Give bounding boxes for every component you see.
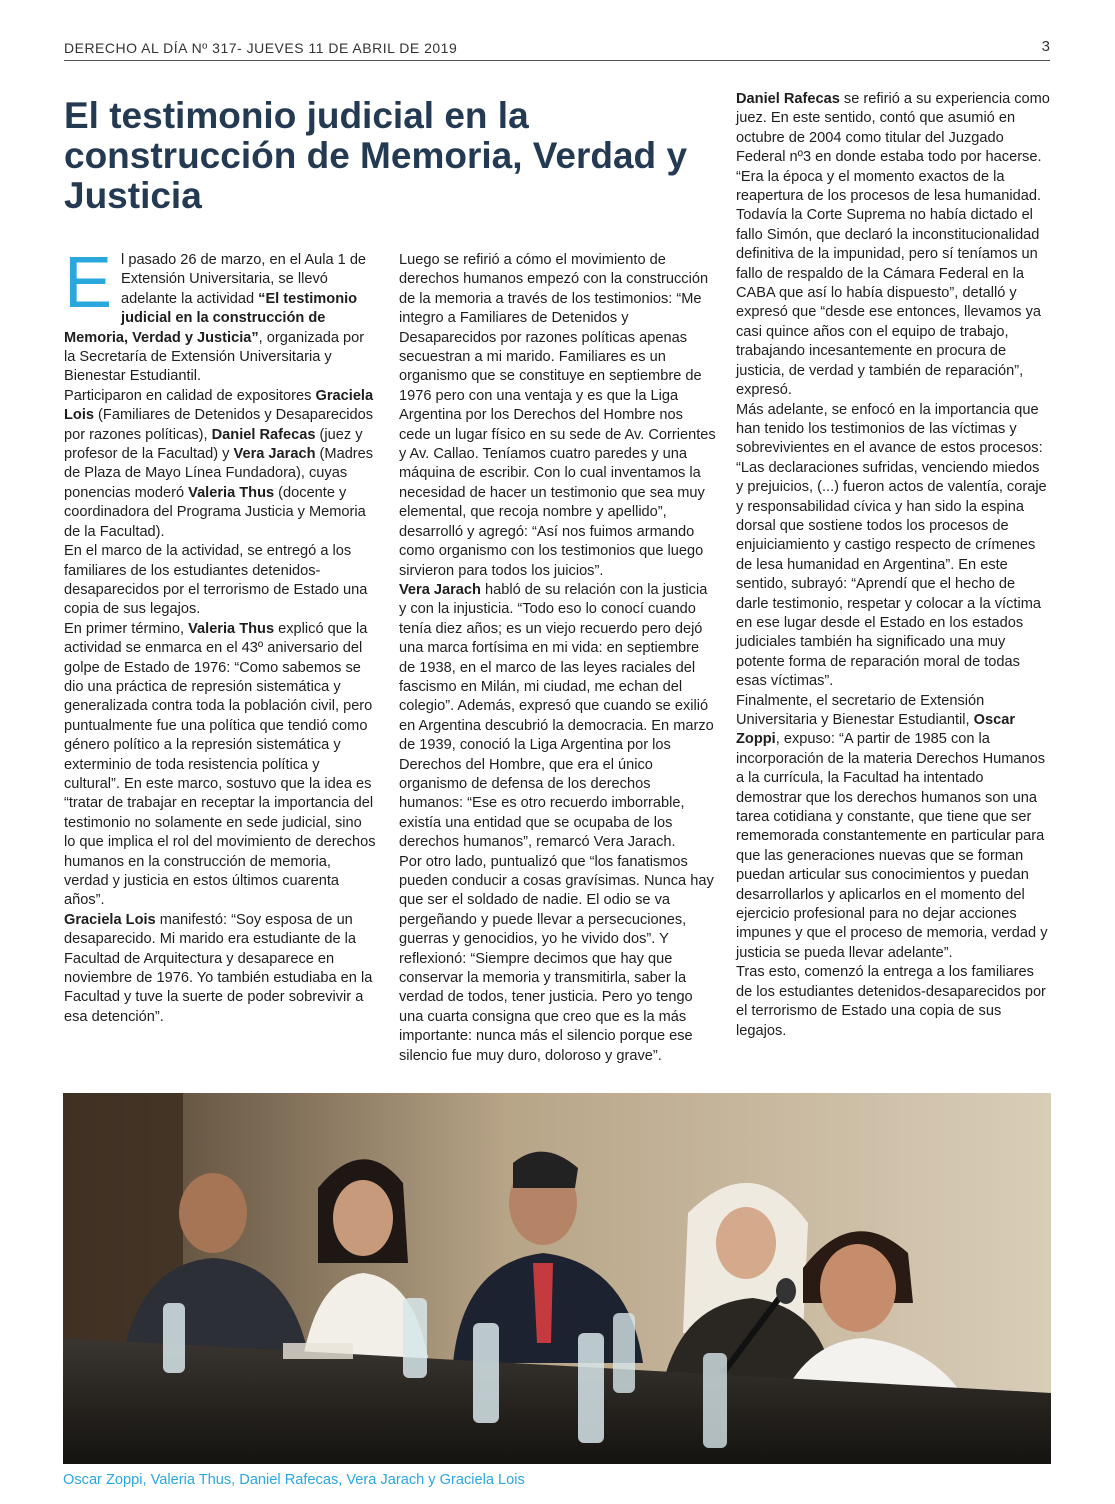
- article-column-3: [736, 90, 1050, 1041]
- drop-cap: E: [64, 243, 113, 323]
- paragraph-closing: Tras esto, comenzó la entrega a los familiares de los estudiantes detenidos-desaparecidos por el terrorismo de Estado una copia de sus legajos.: [736, 964, 1046, 1039]
- event-photo-illustration: [63, 1093, 1051, 1464]
- publication-line: DERECHO AL DÍA Nº 317- JUEVES 11 DE ABRIL DE 2019: [64, 40, 458, 56]
- paragraph-legajos: En el marco de la actividad, se entregó a los familiares de los estudiantes detenidos-desaparecidos por el terrorismo de Estado una copia de sus legajos.: [64, 543, 368, 618]
- paragraph-jarach: Vera Jarach habló de su relación con la justicia y con la injusticia. “Todo eso lo conocí cuando tenía diez años; es un viejo recuerdo pero dejó una marca fortísima en mi vida: en septiembre de 1938, en el marco de las leyes raciales del fascismo en Milán, mi ciudad, me echan del colegio”. Además, expresó que cuando se exilió en Argentina descubrió la democracia. En marzo de 1939, conoció la Liga Argentina por los Derechos del Hombre, que era el único organismo de defensa de los derechos humanos: “Ese es otro recuerdo imborrable, existía una entidad que se ocupaba de los derechos humanos”, remarcó Vera Jarach.: [399, 581, 714, 851]
- article-column-1: [64, 243, 376, 1027]
- event-photo: [63, 1093, 1051, 1464]
- paragraph-speakers: Participaron en calidad de expositores Graciela Lois (Familiares de Detenidos y Desaparecidos por razones políticas), Daniel Rafecas (juez y profesor de la Facultad) y Vera Jarach (Madres de Plaza de Mayo Línea Fundadora), cuyas ponencias moderó Valeria Thus (docente y coordinadora del Programa Justicia y Memoria de la Facultad).: [64, 387, 374, 540]
- photo-caption: Oscar Zoppi, Valeria Thus, Daniel Rafecas, Vera Jarach y Graciela Lois: [63, 1472, 525, 1488]
- paragraph-lois: Graciela Lois manifestó: “Soy esposa de un desaparecido. Mi marido era estudiante de la Facultad de Arquitectura y desaparece en noviembre de 1976. Yo también estudiaba en la Facultad y tuve la suerte de poder sobrevivir a esa detención”.: [64, 911, 373, 1025]
- paragraph-rafecas: Daniel Rafecas se refirió a su experiencia como juez. En este sentido, contó que asumió en octubre de 2004 como titular del Juzgado Federal nº3 en donde estaba todo por hacerse. “Era la época y el momento exactos de la reapertura de los procesos de lesa humanidad. Todavía la Corte Suprema no había dictado el fallo Simón, que declaró la inconstitucionalidad definitiva de la impunidad, pero sí teníamos un fallo de respaldo de la Cámara Federal en la CABA que así lo había dispuesto”, detalló y expresó que “desde ese entonces, llevamos ya casi quince años con el equipo de trabajo, trabajando incesantemente en procura de justicia, de verdad y también de reparación”, expresó.: [736, 91, 1050, 399]
- paragraph-jarach-fanatism: Por otro lado, puntualizó que “los fanatismos pueden conducir a cosas gravísimas. Nunca hay que ser el soldado de nadie. El odio se va pergeñando y puede llevar a persecuciones, guerras y genocidios, yo he vivido dos”. Y reflexionó: “Siempre decimos que hay que conservar la memoria y transmitirla, saber la verdad de todos, tener justicia. Pero yo tengo una cuarta consigna que creo que es la más importante: nunca más el silencio porque ese silencio fue muy duro, doloroso y grave”.: [399, 853, 714, 1064]
- paragraph-zoppi: Finalmente, el secretario de Extensión Universitaria y Bienestar Estudiantil, Oscar Zoppi, expuso: “A partir de 1985 con la incorporación de la materia Derechos Humanos a la currícula, la Facultad ha intentado demostrar que los derechos humanos son una tarea cotidiana y constante, que tiene que ser rememorada constantemente en particular para que las generaciones nuevas que se forman puedan articular sus conocimientos y puedan desarrollarlos y aplicarlos en el momento del ejercicio profesional para no dejar acciones impunes y que el proceso de memoria, verdad y justicia se pueda llevar adelante”.: [736, 692, 1048, 961]
- page-header: [64, 38, 1050, 61]
- article-title: El testimonio judicial en la construcción de Memoria, Verdad y Justicia: [64, 95, 688, 216]
- paragraph-intro: El pasado 26 de marzo, en el Aula 1 de Extensión Universitaria, se llevó adelante la actividad “El testimonio judicial en la construcción de Memoria, Verdad y Justicia”, organizada por la Secretaría de Extensión Universitaria y Bienestar Estudiantil.: [64, 243, 367, 385]
- article-column-2: [399, 251, 717, 1066]
- page-number: 3: [1041, 38, 1050, 55]
- paragraph-thus: En primer término, Valeria Thus explicó que la actividad se enmarca en el 43º aniversario del golpe de Estado de 1976: “Como sabemos se dio una práctica de represión sistemática y generalizada contra toda la población civil, pero puntualmente fue una política que tendió como género político a la represión sistemática y exterminio de toda resistencia política y cultural”. En este marco, sostuvo que la idea es “tratar de trabajar en receptar la importancia del testimonio no solamente en sede judicial, sino lo que implica el rol del movimiento de derechos humanos en la construcción de memoria, verdad y justicia en estos últimos cuarenta años”.: [64, 620, 376, 909]
- paragraph-lois-testimony: Luego se refirió a cómo el movimiento de derechos humanos empezó con la construcción de la memoria a través de los testimonios: “Me integro a Familiares de Detenidos y Desaparecidos por razones políticas apenas secuestran a mi marido. Familiares es un organismo que se constituye en septiembre de 1976 pero con una ventaja y es que la Liga Argentina por los Derechos del Hombre nos cede un lugar físico en su sede de Av. Corrientes y Av. Callao. Teníamos cuatro paredes y una máquina de escribir. Con lo cual inventamos la necesidad de hacer un testimonio que sea muy elemental, que recoja nombre y apellido”, desarrolló y agregó: “Así nos fuimos armando como organismo con los testimonios que luego sirvieron para todos los juicios”.: [399, 252, 716, 579]
- paragraph-rafecas-testimonies: Más adelante, se enfocó en la importancia que han tenido los testimonios de las víctimas y sobrevivientes en el avance de estos procesos: “Las declaraciones sufridas, venciendo miedos y prejuicios, (...) fueron actos de valentía, coraje y responsabilidad cívica y han sido la espina dorsal que sostiene todos los procesos de enjuiciamiento y castigo respecto de crímenes de lesa humanidad en Argentina”. En este sentido, subrayó: “Aprendí que el hecho de darle testimonio, respetar y colocar a la víctima en ese lugar desde el Estado en los estados judiciales también ha significado una muy potente forma de reparación moral de todas esas víctimas”.: [736, 401, 1047, 690]
